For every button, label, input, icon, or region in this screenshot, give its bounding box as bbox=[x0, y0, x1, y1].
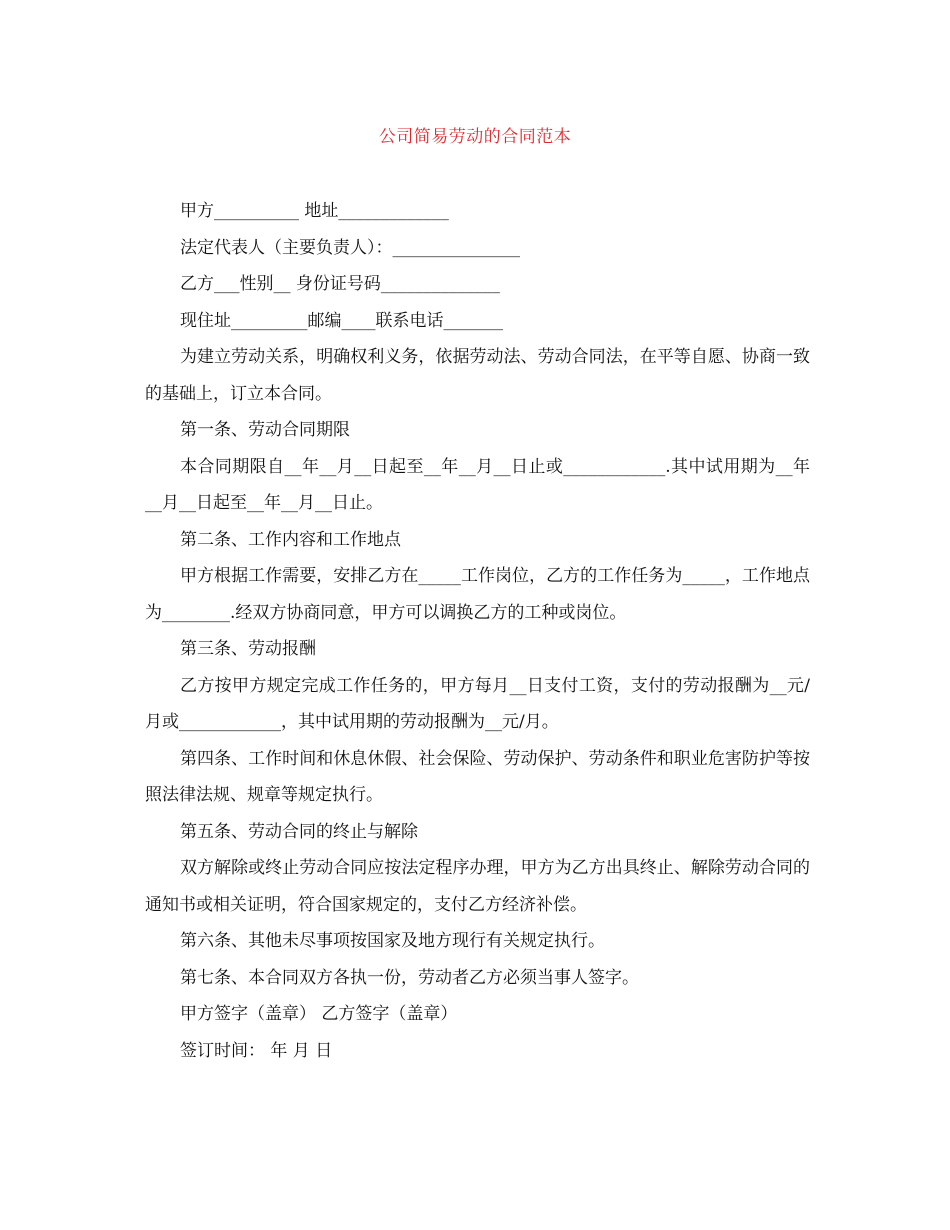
article3-body: 乙方按甲方规定完成工作任务的，甲方每月__日支付工资，支付的劳动报酬为__元/月或____________，其中试用期的劳动报酬为__元/月。 bbox=[145, 675, 810, 732]
article2-body: 甲方根据工作需要，安排乙方在_____工作岗位，乙方的工作任务为_____，工作地点为________.经双方协商同意，甲方可以调换乙方的工种或岗位。 bbox=[145, 566, 810, 623]
article1-heading: 第一条、劳动合同期限 bbox=[180, 420, 350, 440]
article5-body: 双方解除或终止劳动合同应按法定程序办理，甲方为乙方出具终止、解除劳动合同的通知书或相关证明，符合国家规定的，支付乙方经济补偿。 bbox=[145, 858, 810, 915]
article6-paragraph: 第六条、其他未尽事项按国家及地方现行有关规定执行。 bbox=[180, 931, 605, 951]
sign-date-line: 签订时间： 年 月 日 bbox=[180, 1040, 333, 1061]
article2-heading: 第二条、工作内容和工作地点 bbox=[180, 529, 401, 550]
article5-heading: 第五条、劳动合同的终止与解除 bbox=[180, 821, 418, 842]
document-body bbox=[145, 193, 810, 1069]
address-line: 现住址_________邮编____联系电话_______ bbox=[180, 310, 503, 331]
legal-representative-line: 法定代表人（主要负责人）：_______________ bbox=[180, 237, 520, 258]
signatures-line: 甲方签字（盖章） 乙方签字（盖章） bbox=[180, 1004, 458, 1024]
preamble-paragraph: 为建立劳动关系，明确权利义务，依据劳动法、劳动合同法，在平等自愿、协商一致的基础上，订立本合同。 bbox=[145, 347, 810, 404]
article7-paragraph: 第七条、本合同双方各执一份，劳动者乙方必须当事人签字。 bbox=[180, 967, 639, 988]
document-title: 公司简易劳动的合同范本 bbox=[378, 127, 572, 147]
party-b-line: 乙方___性别__ 身份证号码______________ bbox=[180, 274, 500, 294]
article1-body: 本合同期限自__年__月__日起至__年__月__日止或____________.其中试用期为__年__月__日起至__年__月__日止。 bbox=[145, 456, 810, 513]
article4-paragraph: 第四条、工作时间和休息休假、社会保险、劳动保护、劳动条件和职业危害防护等按照法律法规、规章等规定执行。 bbox=[145, 748, 810, 805]
party-a-line: 甲方__________ 地址_____________ bbox=[180, 201, 449, 221]
article3-heading: 第三条、劳动报酬 bbox=[180, 639, 316, 659]
